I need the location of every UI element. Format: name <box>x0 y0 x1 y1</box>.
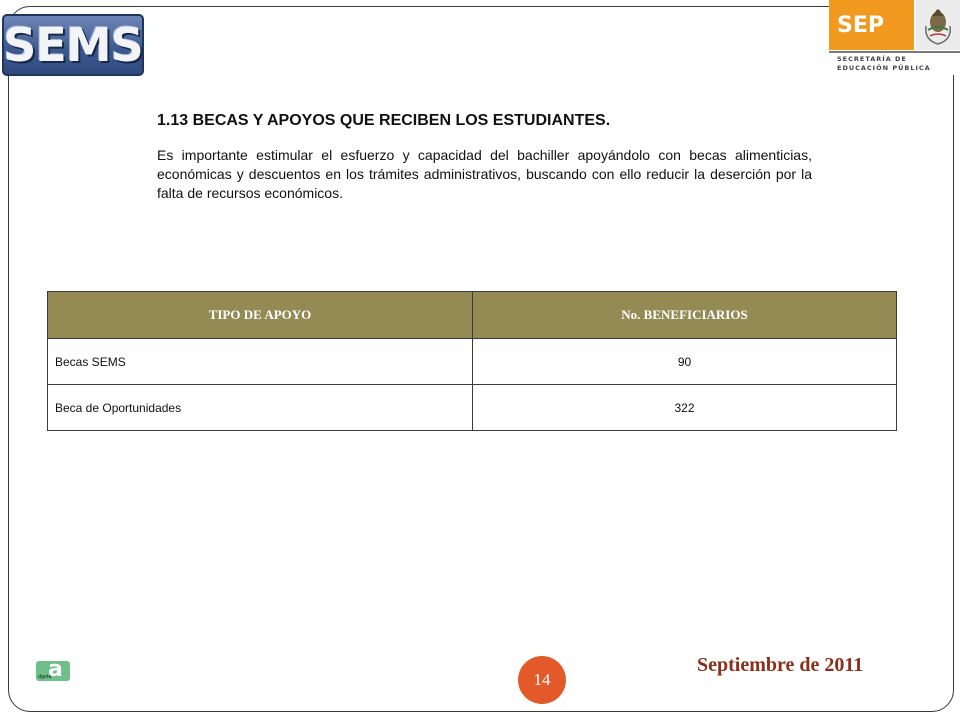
section-heading: 1.13 BECAS Y APOYOS QUE RECIBEN LOS ESTUDIANTES. <box>157 112 611 129</box>
sems-logo-text: SEMS <box>3 18 143 72</box>
sep-logo-divider <box>829 51 960 53</box>
column-header-beneficiarios: No. BENEFICIARIOS <box>473 292 897 339</box>
sep-logo <box>829 0 960 75</box>
sems-logo <box>2 14 144 76</box>
cell-beneficiarios: 90 <box>473 339 897 385</box>
dgeta-a-glyph: a <box>48 657 63 682</box>
dgeta-logo <box>36 657 70 682</box>
cell-tipo: Becas SEMS <box>48 339 473 385</box>
table-header-row <box>48 292 897 339</box>
mexico-coat-of-arms-icon <box>916 0 960 50</box>
section-paragraph: Es importante estimular el esfuerzo y capacidad del bachiller apoyándolo con becas alimenticias, económicas y descuentos en los trámites administrativos, buscando con ello reducir la deserción por la falta de recursos económicos. <box>157 147 812 201</box>
cell-beneficiarios: 322 <box>473 385 897 431</box>
sep-logo-text: SEP <box>837 12 884 38</box>
page-number-badge: 14 <box>518 656 566 704</box>
cell-tipo: Beca de Oportunidades <box>48 385 473 431</box>
column-header-tipo: TIPO DE APOYO <box>48 292 473 339</box>
sep-logo-caption <box>837 55 931 73</box>
sep-logo-caption-line1: SECRETARÍA DE <box>837 55 907 63</box>
table-row <box>48 385 897 431</box>
sep-logo-caption-line2: EDUCACIÓN PÚBLICA <box>837 64 931 72</box>
footer-date: Septiembre de 2011 <box>697 654 864 676</box>
dgeta-logo-text: dgeta <box>38 674 52 680</box>
sep-logo-badge <box>829 0 914 50</box>
table-row <box>48 339 897 385</box>
support-table <box>47 291 897 431</box>
